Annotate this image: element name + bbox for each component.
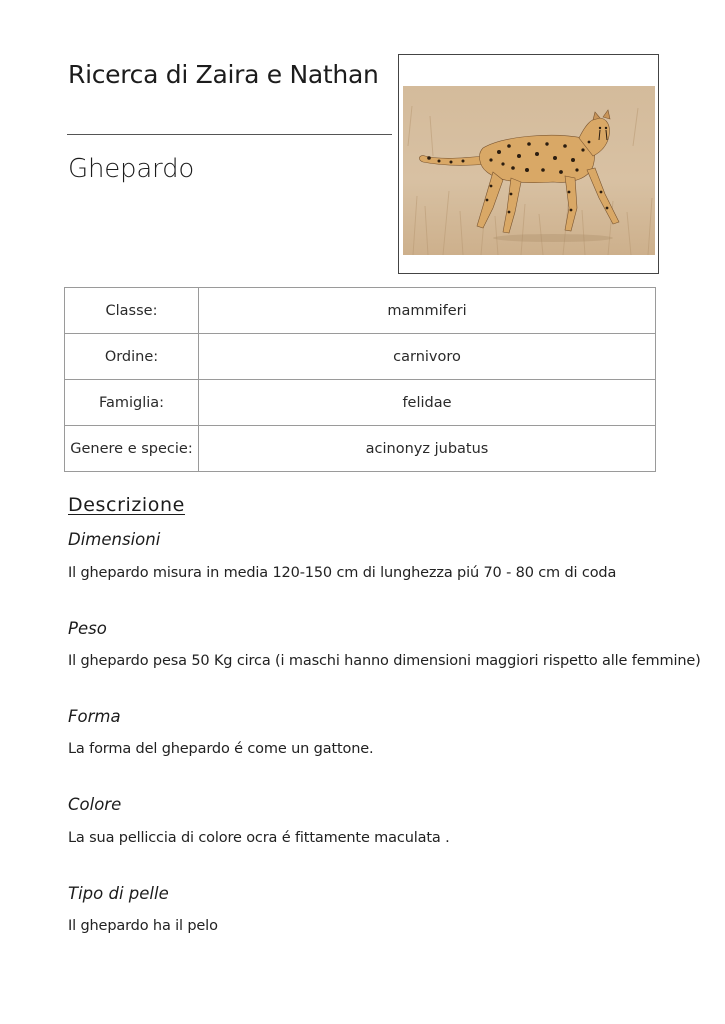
weight-heading: Peso <box>68 619 107 638</box>
animal-name-heading: Ghepardo <box>68 154 195 184</box>
title-divider <box>67 134 392 135</box>
weight-text: Il ghepardo pesa 50 Kg circa (i maschi hanno dimensioni maggiori rispetto alle femmine) <box>68 653 701 669</box>
table-row <box>65 380 656 426</box>
taxonomy-value: mammiferi <box>199 288 656 334</box>
taxonomy-label: Genere e specie: <box>65 426 199 472</box>
skin-type-text: Il ghepardo ha il pelo <box>68 918 218 934</box>
taxonomy-value: acinonyz jubatus <box>199 426 656 472</box>
photo-frame <box>398 54 659 274</box>
cheetah-photo <box>403 86 655 255</box>
color-heading: Colore <box>68 795 122 814</box>
taxonomy-value: felidae <box>199 380 656 426</box>
taxonomy-table <box>64 287 656 472</box>
taxonomy-label: Famiglia: <box>65 380 199 426</box>
table-row <box>65 334 656 380</box>
taxonomy-label: Ordine: <box>65 334 199 380</box>
shape-heading: Forma <box>68 707 121 726</box>
skin-type-heading: Tipo di pelle <box>68 884 169 903</box>
color-text: La sua pelliccia di colore ocra é fittamente maculata . <box>68 830 450 846</box>
description-heading: Descrizione <box>68 494 185 516</box>
taxonomy-value: carnivoro <box>199 334 656 380</box>
taxonomy-label: Classe: <box>65 288 199 334</box>
document-title: Ricerca di Zaira e Nathan <box>68 60 379 89</box>
dimensions-heading: Dimensioni <box>68 530 161 549</box>
shape-text: La forma del ghepardo é come un gattone. <box>68 741 374 757</box>
table-row <box>65 288 656 334</box>
table-row <box>65 426 656 472</box>
dimensions-text: Il ghepardo misura in media 120-150 cm di lunghezza piú 70 - 80 cm di coda <box>68 565 617 581</box>
